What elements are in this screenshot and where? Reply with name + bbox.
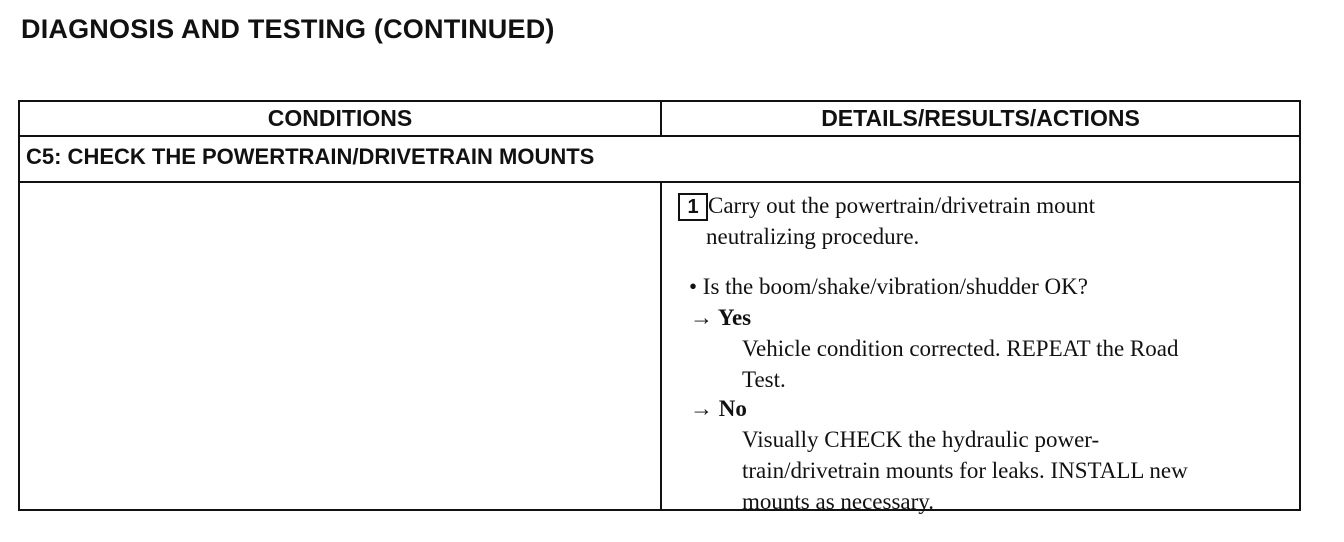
section-title: C5: CHECK THE POWERTRAIN/DRIVETRAIN MOUNTS	[26, 144, 595, 169]
yes-action-line: Vehicle condition corrected. REPEAT the Road	[742, 336, 1179, 361]
step-text-line-1: Carry out the powertrain/drivetrain mount	[708, 193, 1096, 218]
details-cell	[662, 183, 1299, 514]
table-header-row	[20, 102, 1299, 137]
no-action-line: mounts as necessary.	[742, 489, 935, 514]
yes-label: → Yes	[690, 305, 752, 330]
no-action	[742, 424, 1287, 517]
no-action-line: Visually CHECK the hydraulic power-	[742, 427, 1100, 452]
conditions-cell	[20, 183, 660, 509]
yes-action-line: Test.	[742, 367, 786, 392]
yes-action	[742, 333, 1282, 395]
header-conditions: CONDITIONS	[267, 105, 413, 131]
no-action-line: train/drivetrain mounts for leaks. INSTALL new	[742, 458, 1188, 483]
page-title: DIAGNOSIS AND TESTING (CONTINUED)	[21, 14, 555, 44]
step-text-line-2: neutralizing procedure.	[706, 224, 920, 249]
section-row	[20, 137, 1299, 183]
diagnosis-table	[18, 100, 1301, 514]
header-details-results-actions: DETAILS/RESULTS/ACTIONS	[821, 105, 1140, 131]
step-number-box: 1	[678, 193, 708, 221]
no-label: → No	[690, 396, 747, 421]
check-question: • Is the boom/shake/vibration/shudder OK?	[689, 274, 1088, 299]
